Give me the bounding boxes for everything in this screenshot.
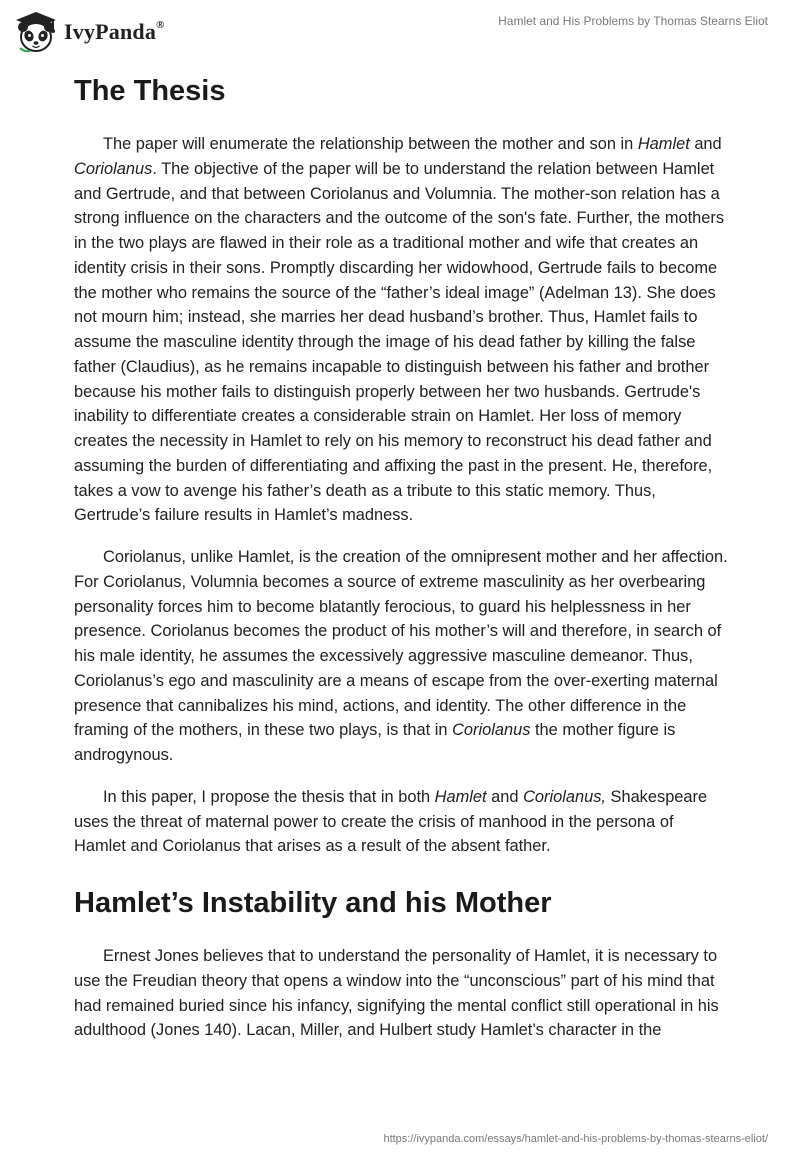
panda-graduation-cap-icon (14, 10, 58, 54)
italic-title: Coriolanus (452, 721, 531, 740)
section-heading-thesis: The Thesis (74, 75, 226, 107)
section-heading-hamlet-instability: Hamlet’s Instability and his Mother (74, 887, 552, 919)
paragraph (74, 132, 728, 528)
source-url[interactable]: https://ivypanda.com/essays/hamlet-and-his-problems-by-thomas-stearns-eliot/ (383, 1133, 768, 1145)
text-run: . The objective of the paper will be to understand the relation between Hamlet and Gertrude, and that between Coriolanus and Volumnia. The mother-son relation has a strong influence on the characters and the outcome of the son's fate. Further, the mothers in the two plays are flawed in their role as a traditional mother and wife that creates an identity crisis in their sons. Promptly discarding her widowhood, Gertrude fails to become the mother who remains the source of the “father’s ideal image” (Adelman 13). She does not mourn him; instead, she marries her dead husband’s brother. Thus, Hamlet fails to assume the masculine identity through the image of his dead father by killing the false father (Claudius), as he remains incapable to distinguish between his father and brother because his mother fails to distinguish properly between her two husbands. Gertrude's inability to differentiate creates a considerable strain on Hamlet. Her loss of memory creates the necessity in Hamlet to rely on his memory to reconstruct his dead father and assuming the burden of differentiating and affixing the past in the present. He, therefore, takes a vow to avenge his father’s death as a tribute to this static memory. Thus, Gertrude’s failure results in Hamlet’s madness. (74, 159, 725, 525)
text-run: and (486, 787, 524, 806)
document-title: Hamlet and His Problems by Thomas Stearns Eliot (498, 14, 768, 28)
paragraph (74, 545, 728, 768)
text-run: In this paper, I propose the thesis that in both (103, 787, 435, 806)
text-run: Shakespeare uses the threat of maternal power to create the crisis of manhood in the persona of Hamlet and Coriolanus that arises as a result of the absent father. (74, 787, 708, 856)
brand-name: IvyPanda® (64, 18, 165, 44)
italic-title: Hamlet (434, 787, 487, 806)
paragraph (74, 785, 728, 859)
text-run: The paper will enumerate the relationship between the mother and son in (103, 135, 638, 153)
italic-title: Hamlet (637, 135, 690, 153)
italic-title: Coriolanus (74, 159, 153, 178)
text-run: the mother figure is androgynous. (74, 721, 676, 764)
text-run: and (689, 135, 722, 153)
brand-logo[interactable] (14, 9, 165, 55)
registered-mark: ® (156, 18, 165, 31)
essay-content (74, 72, 728, 1060)
page-header (0, 0, 800, 60)
paragraph (74, 944, 728, 1043)
text-run: Ernest Jones believes that to understand the personality of Hamlet, it is necessary to use the Freudian theory that opens a window into the “unconscious” part of his mind that had remained buried since his infancy, signifying the mental conflict still operational in his adulthood (Jones 140). Lacan, Miller, and Hulbert study Hamlet’s character in the (74, 947, 719, 1040)
text-run: Coriolanus, unlike Hamlet, is the creation of the omnipresent mother and her affection. For Coriolanus, Volumnia becomes a source of extreme masculinity as her overbearing personality forces him to become blatantly ferocious, to guard his helplessness in her presence. Coriolanus becomes the product of his mother’s will and therefore, in search of his male identity, he assumes the excessively aggressive masculine demeanor. Thus, Coriolanus’s ego and masculinity are a means of escape from the over-exerting maternal presence that cannibalizes his mind, actions, and identity. The other difference in the framing of the mothers, in these two plays, is that in (74, 548, 728, 740)
italic-title: Coriolanus, (523, 787, 606, 806)
